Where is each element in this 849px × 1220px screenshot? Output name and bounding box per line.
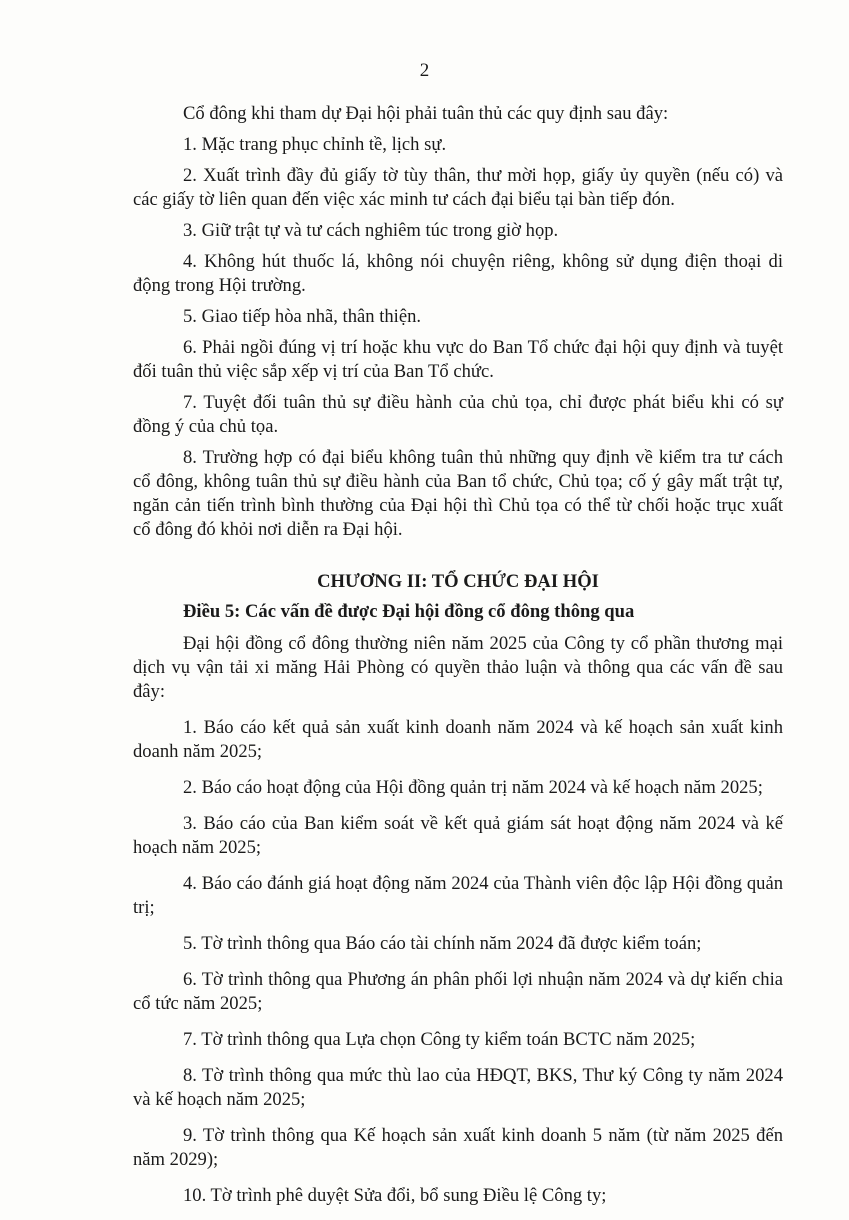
rules-list: [133, 133, 783, 542]
rule-item: 4. Không hút thuốc lá, không nói chuyện riêng, không sử dụng điện thoại di động trong Hội trường.: [133, 251, 783, 296]
rule-item: 1. Mặc trang phục chỉnh tề, lịch sự.: [183, 134, 447, 155]
rule-item: 2. Xuất trình đầy đủ giấy tờ tùy thân, thư mời họp, giấy ủy quyền (nếu có) và các giấy tờ liên quan đến việc xác minh tư cách đại biểu tại bàn tiếp đón.: [133, 165, 783, 210]
agenda-item: 8. Tờ trình thông qua mức thù lao của HĐQT, BKS, Thư ký Công ty năm 2024 và kế hoạch năm 2025;: [133, 1065, 783, 1110]
document-body: [133, 102, 783, 1220]
agenda-item: 3. Báo cáo của Ban kiểm soát về kết quả giám sát hoạt động năm 2024 và kế hoạch năm 2025;: [133, 813, 783, 858]
article-intro: Đại hội đồng cổ đông thường niên năm 2025 của Công ty cổ phần thương mại dịch vụ vận tải xi măng Hải Phòng có quyền thảo luận và thông qua các vấn đề sau đây:: [133, 633, 783, 702]
agenda-item: 2. Báo cáo hoạt động của Hội đồng quản trị năm 2024 và kế hoạch năm 2025;: [183, 777, 763, 798]
rule-item: 5. Giao tiếp hòa nhã, thân thiện.: [183, 306, 422, 327]
rule-item: 3. Giữ trật tự và tư cách nghiêm túc trong giờ họp.: [183, 220, 559, 241]
chapter-heading: CHƯƠNG II: TỔ CHỨC ĐẠI HỘI: [317, 571, 599, 592]
rules-intro: Cổ đông khi tham dự Đại hội phải tuân thủ các quy định sau đây:: [183, 103, 669, 124]
agenda-item: 6. Tờ trình thông qua Phương án phân phối lợi nhuận năm 2024 và dự kiến chia cổ tức năm 2025;: [133, 969, 783, 1014]
agenda-item: 5. Tờ trình thông qua Báo cáo tài chính năm 2024 đã được kiểm toán;: [183, 933, 702, 954]
article-heading: Điều 5: Các vấn đề được Đại hội đồng cổ đông thông qua: [183, 601, 635, 622]
agenda-list: [133, 716, 783, 1208]
page-number: 2: [419, 60, 430, 81]
agenda-item: 1. Báo cáo kết quả sản xuất kinh doanh năm 2024 và kế hoạch sản xuất kinh doanh năm 2025;: [133, 717, 783, 762]
agenda-item: 10. Tờ trình phê duyệt Sửa đổi, bổ sung Điều lệ Công ty;: [183, 1185, 607, 1206]
rule-item: 8. Trường hợp có đại biểu không tuân thủ những quy định về kiểm tra tư cách cổ đông, không tuân thủ sự điều hành của Ban tổ chức, Chủ tọa; cố ý gây mất trật tự, ngăn cản tiến trình bình thường của Đại hội thì Chủ tọa có thể từ chối hoặc trục xuất cổ đông đó khỏi nơi diễn ra Đại hội.: [133, 447, 783, 540]
rule-item: 7. Tuyệt đối tuân thủ sự điều hành của chủ tọa, chỉ được phát biểu khi có sự đồng ý của chủ tọa.: [133, 392, 783, 437]
agenda-item: 7. Tờ trình thông qua Lựa chọn Công ty kiểm toán BCTC năm 2025;: [183, 1029, 696, 1050]
agenda-item: 4. Báo cáo đánh giá hoạt động năm 2024 của Thành viên độc lập Hội đồng quản trị;: [133, 873, 783, 918]
rule-item: 6. Phải ngồi đúng vị trí hoặc khu vực do Ban Tổ chức đại hội quy định và tuyệt đối tuân thủ việc sắp xếp vị trí của Ban Tổ chức.: [133, 337, 783, 382]
agenda-item: 9. Tờ trình thông qua Kế hoạch sản xuất kinh doanh 5 năm (từ năm 2025 đến năm 2029);: [133, 1125, 783, 1170]
